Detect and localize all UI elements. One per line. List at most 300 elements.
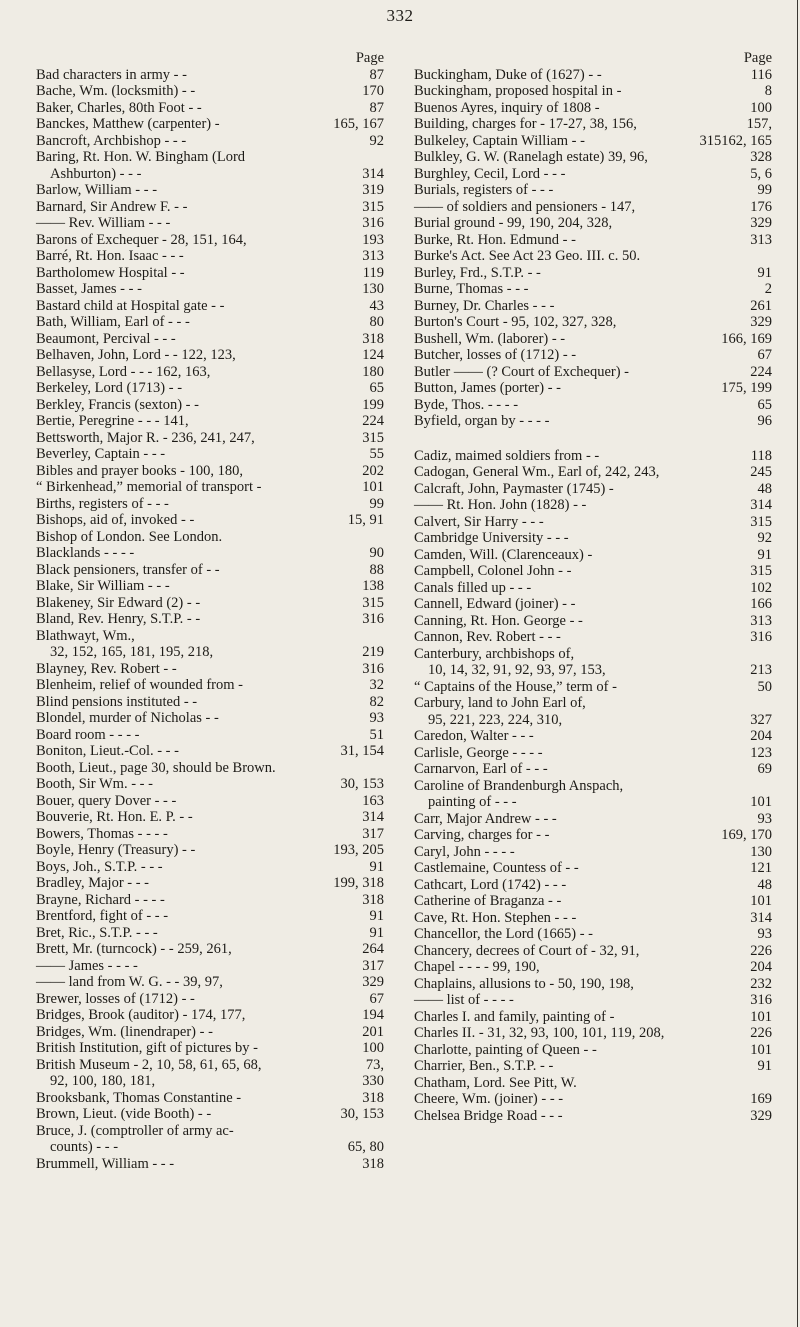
entry-label: Berkeley, Lord (1713) - - [36, 380, 183, 396]
entry-pages: 316 [362, 215, 384, 231]
entry-label: Cannell, Edward (joiner) - - [414, 596, 576, 612]
entry-label: Cheere, Wm. (joiner) - - - [414, 1091, 564, 1107]
index-entry [414, 1108, 772, 1125]
entry-pages: 124 [362, 347, 384, 363]
entry-pages: 93 [369, 710, 384, 726]
index-entry [36, 875, 384, 892]
index-entry [414, 182, 772, 199]
entry-pages: 87 [369, 99, 384, 116]
index-entry [36, 364, 384, 381]
entry-pages: 101 [750, 893, 772, 909]
entry-pages: 51 [369, 726, 384, 743]
entry-pages: 88 [369, 561, 384, 578]
index-entry [36, 776, 384, 793]
index-entry [36, 661, 384, 678]
entry-pages: 82 [369, 693, 384, 710]
entry-list [36, 67, 384, 1173]
index-entry [414, 844, 772, 861]
index-entry [36, 265, 384, 282]
index-entry [414, 827, 772, 844]
entry-pages: 170 [362, 83, 384, 99]
index-entry [414, 976, 772, 993]
index-entry [36, 611, 384, 628]
entry-pages: 213 [750, 662, 772, 678]
entry-pages: 329 [750, 1107, 772, 1124]
entry-label: Blind pensions instituted - - [36, 693, 198, 710]
entry-pages: 199, 318 [333, 875, 384, 891]
entry-label: Beverley, Captain - - - [36, 446, 166, 462]
entry-label: Charlotte, painting of Queen - - [414, 1041, 597, 1058]
entry-pages: 327 [750, 711, 772, 728]
entry-label: Blacklands - - - - [36, 545, 135, 561]
index-entry [36, 182, 384, 199]
entry-pages: 318 [362, 1089, 384, 1106]
index-entry [36, 347, 384, 364]
index-entry [36, 133, 384, 150]
entry-label: Baring, Rt. Hon. W. Bingham (Lord [36, 149, 246, 165]
index-entry [36, 215, 384, 232]
entry-pages: 102 [750, 579, 772, 596]
entry-label: Carlisle, George - - - - [414, 744, 543, 761]
index-entry [36, 743, 384, 760]
entry-label: Charles II. - 31, 32, 93, 100, 101, 119, 208, [414, 1025, 665, 1041]
entry-pages: 93 [757, 926, 772, 942]
entry-pages: 123 [750, 744, 772, 761]
entry-pages: 317 [362, 957, 384, 974]
entry-label: Bath, William, Earl of - - - [36, 314, 190, 330]
entry-pages: 119 [362, 264, 384, 281]
entry-label: Bowers, Thomas - - - - [36, 825, 168, 842]
entry-pages: 73, [365, 1056, 384, 1073]
entry-pages: 90 [369, 545, 384, 561]
entry-pages: 314 [362, 165, 384, 182]
entry-label: Burials, registers of - - - [414, 182, 554, 198]
entry-pages: 101 [750, 794, 772, 810]
entry-label: Bouer, query Dover - - - [36, 792, 177, 809]
entry-pages: 99 [369, 495, 384, 512]
entry-label: Bland, Rev. Henry, S.T.P. - - [36, 611, 201, 627]
entry-label: counts) - - - [50, 1139, 119, 1155]
index-entry [36, 644, 384, 661]
entry-pages: 101 [750, 1041, 772, 1058]
entry-pages: 204 [750, 728, 772, 744]
entry-label: Basset, James - - - [36, 281, 142, 297]
index-entry [414, 464, 772, 481]
entry-label: —— list of - - - - [414, 992, 514, 1008]
entry-label: Cambridge University - - - [414, 530, 569, 546]
index-entry [414, 1009, 772, 1026]
entry-pages: 96 [757, 413, 772, 429]
entry-pages: 201 [362, 1023, 384, 1040]
entry-pages: 55 [369, 446, 384, 462]
index-entry [36, 1090, 384, 1107]
index-entry [414, 397, 772, 414]
entry-pages: 100 [750, 99, 772, 116]
entry-label: Black pensioners, transfer of - - [36, 561, 220, 578]
entry-pages: 162, 165 [721, 132, 772, 149]
entry-pages: 316 [750, 629, 772, 645]
index-entry [414, 497, 772, 514]
index-entry [36, 1139, 384, 1156]
entry-pages: 48 [757, 480, 772, 497]
index-entry [36, 562, 384, 579]
entry-label: Booth, Lieut., page 30, should be Brown. [36, 759, 276, 776]
entry-label: Chelsea Bridge Road - - - [414, 1107, 563, 1124]
index-entry [414, 347, 772, 364]
entry-pages: 121 [750, 860, 772, 876]
page-edge-line [797, 0, 798, 1327]
entry-pages: 91 [757, 1058, 772, 1074]
index-entry [36, 1156, 384, 1173]
entry-label: Bellasyse, Lord - - - 162, 163, [36, 363, 211, 380]
index-entry [36, 545, 384, 562]
index-entry [414, 679, 772, 696]
index-entry [414, 116, 772, 133]
entry-label: Beaumont, Percival - - - [36, 330, 176, 347]
entry-pages: 30, 153 [340, 776, 384, 792]
entry-label: Bartholomew Hospital - - [36, 264, 185, 281]
entry-pages: 138 [362, 578, 384, 594]
index-entry [36, 413, 384, 430]
entry-pages: 264 [362, 941, 384, 957]
entry-label: Bruce, J. (comptroller of army ac- [36, 1122, 234, 1139]
entry-label: “ Birkenhead,” memorial of transport - [36, 479, 262, 495]
entry-label: Chapel - - - - 99, 190, [414, 959, 540, 975]
entry-pages: 15, 91 [347, 512, 384, 528]
entry-label: Barlow, William - - - [36, 182, 158, 198]
index-entry [36, 116, 384, 133]
entry-label: Cave, Rt. Hon. Stephen - - - [414, 909, 577, 926]
entry-pages: 313 [750, 231, 772, 248]
entry-pages: 101 [362, 479, 384, 495]
entry-label: Barré, Rt. Hon. Isaac - - - [36, 248, 184, 264]
entry-label: Charrier, Ben., S.T.P. - - [414, 1058, 554, 1074]
index-entry [414, 613, 772, 630]
entry-pages: 130 [362, 281, 384, 297]
index-entry [414, 794, 772, 811]
entry-label: Buckingham, proposed hospital in - [414, 83, 622, 99]
index-entry [414, 893, 772, 910]
entry-pages: 199 [362, 396, 384, 413]
entry-label: Charles I. and family, painting of - [414, 1008, 615, 1025]
entry-pages: 48 [757, 876, 772, 893]
entry-label: Belhaven, John, Lord - - 122, 123, [36, 347, 236, 363]
index-entry [36, 199, 384, 216]
entry-label: Blenheim, relief of wounded from - [36, 677, 243, 693]
entry-pages: 91 [757, 264, 772, 281]
index-entry [414, 133, 772, 150]
index-entry [414, 413, 772, 430]
entry-label: “ Captains of the House,” term of - [414, 678, 617, 695]
index-entry [36, 677, 384, 694]
index-entry [414, 860, 772, 877]
index-entry [414, 728, 772, 745]
section-gap [414, 430, 772, 448]
index-entry [36, 760, 384, 777]
entry-pages: 314 [750, 909, 772, 926]
entry-label: Bertie, Peregrine - - - 141, [36, 413, 189, 429]
entry-label: —— land from W. G. - - 39, 97, [36, 974, 223, 990]
index-entry [36, 281, 384, 298]
index-entry [414, 67, 772, 84]
entry-pages: 318 [362, 330, 384, 347]
entry-pages: 315 [750, 513, 772, 530]
entry-label: Butcher, losses of (1712) - - [414, 347, 577, 363]
index-entry [36, 529, 384, 546]
entry-label: Camden, Will. (Clarenceaux) - [414, 546, 593, 563]
index-entry [36, 314, 384, 331]
entry-pages: 330 [362, 1073, 384, 1089]
entry-pages: 169 [750, 1091, 772, 1107]
entry-pages: 8 [764, 83, 772, 99]
index-entry [414, 83, 772, 100]
entry-pages: 232 [750, 975, 772, 992]
entry-pages: 32 [369, 677, 384, 693]
entry-label: Bridges, Wm. (linendraper) - - [36, 1023, 213, 1040]
entry-label: Buckingham, Duke of (1627) - - [414, 66, 602, 83]
index-entry [414, 877, 772, 894]
index-entry [414, 248, 772, 265]
entry-pages: 99 [757, 182, 772, 198]
entry-label: Calcraft, John, Paymaster (1745) - [414, 480, 614, 497]
entry-list-c [414, 448, 772, 1125]
index-entry [36, 446, 384, 463]
index-entry [36, 1024, 384, 1041]
entry-label: Burke's Act. See Act 23 Geo. III. c. 50. [414, 248, 641, 264]
index-entry [36, 925, 384, 942]
entry-label: Barnard, Sir Andrew F. - - [36, 198, 188, 215]
index-entry [36, 892, 384, 909]
entry-pages: 118 [750, 447, 772, 464]
index-entry [414, 298, 772, 315]
entry-pages: 69 [757, 761, 772, 777]
entry-pages: 315 [362, 594, 384, 611]
index-entry [36, 1040, 384, 1057]
index-entry [36, 298, 384, 315]
entry-label: Boniton, Lieut.-Col. - - - [36, 743, 179, 759]
entry-pages: 318 [362, 891, 384, 908]
index-entry [36, 149, 384, 166]
entry-label: Bettsworth, Major R. - 236, 241, 247, [36, 429, 255, 446]
entry-pages: 317 [362, 825, 384, 842]
entry-pages: 91 [369, 908, 384, 924]
entry-label: Canterbury, archbishops of, [414, 645, 575, 662]
index-entry [36, 694, 384, 711]
entry-pages: 315 [750, 563, 772, 579]
entry-label: Ashburton) - - - [50, 165, 142, 182]
entry-pages: 166, 169 [721, 330, 772, 347]
entry-pages: 50 [757, 678, 772, 695]
index-entry [36, 232, 384, 249]
entry-label: Carbury, land to John Earl of, [414, 695, 586, 711]
entry-label: Castlemaine, Countess of - - [414, 860, 579, 876]
entry-label: painting of - - - [428, 794, 517, 810]
entry-label: Banckes, Matthew (carpenter) - [36, 116, 220, 132]
entry-label: Bishop of London. See London. [36, 528, 223, 545]
entry-pages: 91 [369, 924, 384, 941]
entry-pages: 314 [362, 809, 384, 825]
entry-pages: 87 [369, 66, 384, 83]
entry-pages: 204 [750, 959, 772, 975]
entry-pages: 92 [369, 132, 384, 149]
index-entry [414, 530, 772, 547]
index-entry [414, 547, 772, 564]
entry-label: Blayney, Rev. Robert - - [36, 660, 177, 677]
index-entry [36, 479, 384, 496]
index-entry [36, 578, 384, 595]
index-entry [36, 331, 384, 348]
entry-pages: 318 [362, 1155, 384, 1172]
entry-label: Carnarvon, Earl of - - - [414, 761, 548, 777]
entry-label: Catherine of Braganza - - [414, 893, 562, 909]
entry-label: —— Rt. Hon. John (1828) - - [414, 497, 587, 513]
entry-pages: 80 [369, 314, 384, 330]
index-entry [414, 314, 772, 331]
entry-label: Bradley, Major - - - [36, 875, 150, 891]
entry-label: Burke, Rt. Hon. Edmund - - [414, 231, 576, 248]
entry-label: British Institution, gift of pictures by - [36, 1040, 258, 1056]
entry-pages: 30, 153 [340, 1106, 384, 1122]
index-entry [36, 1073, 384, 1090]
entry-pages: 130 [750, 843, 772, 860]
index-entry [414, 629, 772, 646]
entry-label: Burne, Thomas - - - [414, 281, 529, 297]
entry-pages: 65 [757, 396, 772, 413]
index-entry [36, 710, 384, 727]
entry-label: Canals filled up - - - [414, 579, 532, 596]
entry-pages: 166 [750, 596, 772, 612]
entry-label: Blathwayt, Wm., [36, 627, 135, 644]
entry-pages: 65, 80 [347, 1139, 384, 1155]
index-entry [36, 958, 384, 975]
index-entry [414, 943, 772, 960]
entry-label: Brayne, Richard - - - - [36, 891, 165, 908]
entry-pages: 169, 170 [721, 827, 772, 843]
index-entry [414, 232, 772, 249]
entry-label: Burton's Court - 95, 102, 327, 328, [414, 314, 617, 330]
index-entry [36, 859, 384, 876]
entry-pages: 313 [362, 248, 384, 264]
index-entry [36, 430, 384, 447]
entry-label: Burial ground - 99, 190, 204, 328, [414, 215, 613, 231]
index-entry [414, 1058, 772, 1075]
index-entry [414, 778, 772, 795]
entry-label: Bastard child at Hospital gate - - [36, 297, 225, 314]
index-entry [36, 100, 384, 117]
entry-label: Cathcart, Lord (1742) - - - [414, 876, 567, 893]
index-entry [414, 380, 772, 397]
entry-pages: 315 [362, 429, 384, 446]
index-entry [36, 908, 384, 925]
entry-label: Buenos Ayres, inquiry of 1808 - [414, 99, 600, 116]
index-entry [414, 745, 772, 762]
entry-label: Caredon, Walter - - - [414, 728, 534, 744]
entry-label: Chatham, Lord. See Pitt, W. [414, 1074, 577, 1091]
index-entry [36, 974, 384, 991]
entry-label: Blake, Sir William - - - [36, 578, 170, 594]
entry-pages: 245 [750, 464, 772, 480]
entry-pages: 328 [750, 149, 772, 165]
entry-pages: 329 [362, 974, 384, 990]
entry-label: Building, charges for - 17-27, 38, 156, [414, 116, 637, 132]
entry-pages: 226 [750, 1025, 772, 1041]
entry-label: Booth, Sir Wm. - - - [36, 776, 153, 792]
index-entry [36, 826, 384, 843]
entry-label: Byde, Thos. - - - - [414, 396, 519, 413]
entry-label: 95, 221, 223, 224, 310, [428, 711, 563, 728]
page-column-header: Page [743, 50, 772, 66]
entry-label: Bache, Wm. (locksmith) - - [36, 83, 196, 99]
index-entry [414, 265, 772, 282]
entry-pages: 67 [369, 990, 384, 1007]
entry-pages: 224 [362, 413, 384, 429]
entry-label: Bad characters in army - - [36, 66, 187, 83]
index-entry [414, 281, 772, 298]
index-entry [414, 100, 772, 117]
entry-label: Butler —— (? Court of Exchequer) - [414, 363, 630, 380]
entry-pages: 175, 199 [721, 380, 772, 396]
index-entry [36, 727, 384, 744]
index-entry [414, 596, 772, 613]
entry-pages: 226 [750, 942, 772, 959]
index-entry [36, 941, 384, 958]
entry-label: Boyle, Henry (Treasury) - - [36, 842, 196, 858]
entry-label: Bouverie, Rt. Hon. E. P. - - [36, 809, 193, 825]
index-entry [414, 662, 772, 679]
index-entry [414, 166, 772, 183]
entry-pages: 316 [362, 611, 384, 627]
index-entry [36, 397, 384, 414]
index-entry [414, 149, 772, 166]
index-entry [414, 1025, 772, 1042]
index-entry [36, 1057, 384, 1074]
entry-label: Bridges, Brook (auditor) - 174, 177, [36, 1007, 246, 1023]
index-entry [36, 496, 384, 513]
entry-label: 10, 14, 32, 91, 92, 93, 97, 153, [428, 662, 606, 678]
page-column-header: Page [355, 50, 384, 66]
entry-pages: 176 [750, 198, 772, 215]
entry-label: Barons of Exchequer - 28, 151, 164, [36, 231, 247, 248]
entry-label: Button, James (porter) - - [414, 380, 561, 396]
entry-label: Brummell, William - - - [36, 1155, 175, 1172]
index-entry [414, 761, 772, 778]
index-entry [414, 926, 772, 943]
entry-label: Cannon, Rev. Robert - - - [414, 629, 561, 645]
entry-label: British Museum - 2, 10, 58, 61, 65, 68, [36, 1056, 262, 1073]
entry-pages: 100 [362, 1040, 384, 1056]
entry-label: Carr, Major Andrew - - - [414, 810, 557, 827]
entry-pages: 315 [362, 198, 384, 215]
index-entry [414, 331, 772, 348]
entry-label: Blakeney, Sir Edward (2) - - [36, 594, 201, 611]
entry-pages: 316 [750, 992, 772, 1008]
index-entry [414, 481, 772, 498]
entry-pages: 194 [362, 1007, 384, 1023]
entry-label: Byfield, organ by - - - - [414, 413, 550, 429]
index-entry [36, 463, 384, 480]
entry-label: Bulkley, G. W. (Ranelagh estate) 39, 96, [414, 149, 648, 165]
entry-label: Brett, Mr. (turncock) - - 259, 261, [36, 941, 232, 957]
entry-label: Calvert, Sir Harry - - - [414, 513, 544, 530]
entry-label: —— James - - - - [36, 957, 138, 974]
entry-pages: 157, [746, 116, 772, 132]
entry-pages: 31, 154 [340, 743, 384, 759]
index-entry [414, 811, 772, 828]
entry-label: Burley, Frd., S.T.P. - - [414, 264, 541, 281]
entry-pages: 65 [369, 380, 384, 396]
index-entry [36, 991, 384, 1008]
entry-pages: 319 [362, 182, 384, 198]
